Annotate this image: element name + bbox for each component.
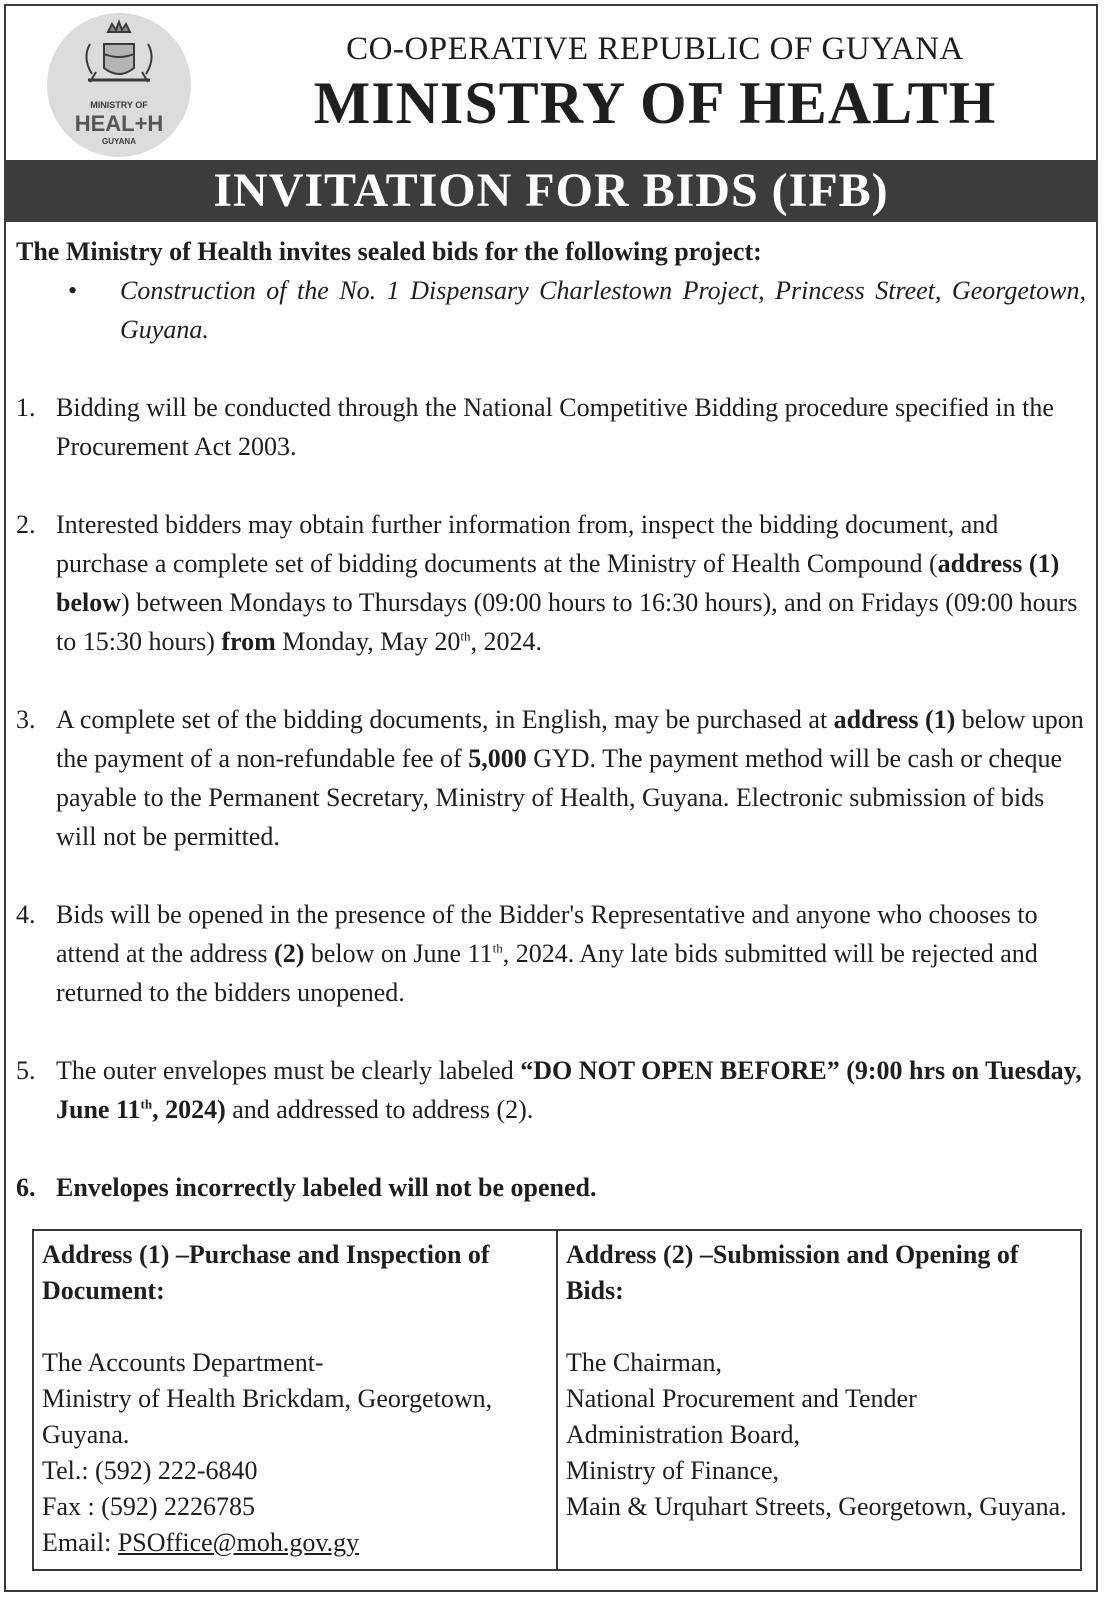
address-2-line: Main & Urquhart Streets, Georgetown, Guyana. <box>566 1492 1067 1521</box>
address-1-line: Ministry of Health Brickdam, Georgetown, Guyana. <box>42 1384 493 1449</box>
address-2-line: The Chairman, <box>566 1348 722 1377</box>
intro-text: The Ministry of Health invites sealed bids for the following project: <box>16 237 762 266</box>
ministry-title: MINISTRY OF HEALTH <box>313 70 997 136</box>
logo-line3: GUYANA <box>102 137 136 146</box>
item-3: 3. A complete set of the bidding documents, in English, may be purchased at address (1) below upon the payment of a non-refundable fee of 5,000 GYD. The payment method will be cash or cheque payable to the Permanent Secretary, Ministry of Health, Guyana. Electronic submission of bids will not be permitted. <box>16 700 1086 856</box>
address-1-fax: Fax : (592) 2226785 <box>42 1492 256 1521</box>
ministry-crest-logo <box>38 10 200 160</box>
address-1-line: The Accounts Department- <box>42 1348 324 1377</box>
address-2-line: Ministry of Finance, <box>566 1456 780 1485</box>
address-table <box>32 1229 1082 1571</box>
address-1-email-row: Email: PSOffice@moh.gov.gy <box>42 1528 360 1557</box>
item-number: 4. <box>16 900 36 929</box>
logo-line2: HEAL+H <box>74 111 164 136</box>
country-name: CO-OPERATIVE REPUBLIC OF GUYANA <box>346 31 964 67</box>
logo-line1: MINISTRY OF <box>90 100 148 110</box>
bullet-icon: • <box>68 276 78 305</box>
item-4: 4. Bids will be opened in the presence of the Bidder's Representative and anyone who chooses to attend at the address (2) below on June 11th, 2024. Any late bids submitted will be rejected and returned to the bidders unopened. <box>16 895 1086 1012</box>
notice-body <box>16 232 1086 1207</box>
item-text: Bidding will be conducted through the National Competitive Bidding procedure specified in the Procurement Act 2003. <box>56 393 1054 461</box>
address-2-line: National Procurement and Tender Administration Board, <box>566 1384 917 1449</box>
item-number: 6. <box>16 1173 36 1202</box>
item-number: 1. <box>16 393 36 422</box>
address-2-cell <box>557 1230 1081 1570</box>
address-1-heading: Address (1) –Purchase and Inspection of Document: <box>42 1240 490 1305</box>
item-number: 3. <box>16 705 36 734</box>
item-number: 2. <box>16 510 36 539</box>
item-number: 5. <box>16 1056 36 1085</box>
item-2: 2. Interested bidders may obtain further information from, inspect the bidding document, and purchase a complete set of bidding documents at the Ministry of Health Compound (address (1) below) between Mondays to Thursdays (09:00 hours to 16:30 hours), and on Fridays (09:00 hours to 15:30 hours) from Monday, May 20th, 2024. <box>16 505 1086 661</box>
project-bullet <box>16 271 1086 349</box>
item-1 <box>16 388 1086 466</box>
project-text: Construction of the No. 1 Dispensary Charlestown Project, Princess Street, Georgetown, Guyana. <box>120 276 1086 344</box>
address-1-tel: Tel.: (592) 222-6840 <box>42 1456 258 1485</box>
ifb-banner: INVITATION FOR BIDS (IFB) <box>4 160 1098 222</box>
address-2-heading: Address (2) –Submission and Opening of Bids: <box>566 1240 1019 1305</box>
item-5: 5. The outer envelopes must be clearly labeled “DO NOT OPEN BEFORE” (9:00 hrs on Tuesday, June 11th, 2024) and addressed to address (2). <box>16 1051 1086 1129</box>
address-1-cell <box>33 1230 557 1570</box>
email-link[interactable]: PSOffice@moh.gov.gy <box>117 1528 360 1557</box>
item-6: 6. Envelopes incorrectly labeled will not be opened. <box>16 1168 1086 1207</box>
